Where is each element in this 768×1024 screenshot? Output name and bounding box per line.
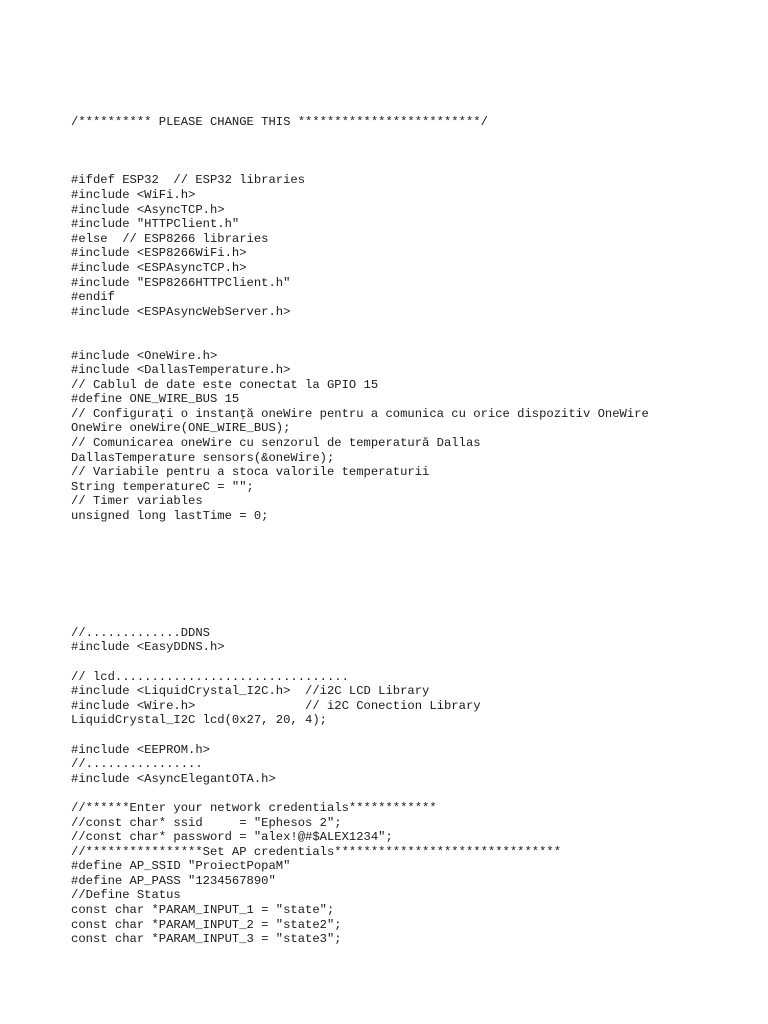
code-line: #include <AsyncTCP.h> — [71, 202, 225, 217]
code-line: const char *PARAM_INPUT_3 = "state3"; — [71, 932, 342, 947]
code-line — [71, 159, 649, 174]
code-line: #endif — [71, 290, 115, 305]
code-line: #include <EEPROM.h> — [71, 742, 210, 757]
code-line: #include <DallasTemperature.h> — [71, 363, 291, 378]
code-line: #define AP_PASS "1234567890" — [71, 873, 276, 888]
code-line: //const char* password = "alex!@#$ALEX1234"; — [71, 830, 393, 845]
code-line — [71, 597, 649, 612]
code-line: #include <LiquidCrystal_I2C.h> //i2C LCD Library — [71, 684, 430, 699]
code-line — [71, 786, 649, 801]
code-line: // Comunicarea oneWire cu senzorul de temperatură Dallas — [71, 436, 481, 451]
code-line — [71, 728, 649, 743]
code-line: //const char* ssid = "Ephesos 2"; — [71, 815, 342, 830]
code-line: // Cablul de date este conectat la GPIO 15 — [71, 377, 379, 392]
code-line: String temperatureC = ""; — [71, 479, 254, 494]
code-line: //Define Status — [71, 888, 181, 903]
code-line — [71, 334, 649, 349]
code-line — [71, 130, 649, 145]
code-line: LiquidCrystal_I2C lcd(0x27, 20, 4); — [71, 713, 327, 728]
code-line: #include <ESPAsyncWebServer.h> — [71, 304, 291, 319]
code-line: //******Enter your network credentials************ — [71, 800, 437, 815]
code-line: // Variabile pentru a stoca valorile temperaturii — [71, 465, 430, 480]
code-line: // Configurați o instanță oneWire pentru a comunica cu orice dispozitiv OneWire — [71, 406, 649, 421]
code-line: // lcd................................ — [71, 669, 349, 684]
code-line: #include <Wire.h> // i2C Conection Library — [71, 698, 481, 713]
code-block — [71, 115, 649, 947]
code-line: #ifdef ESP32 // ESP32 libraries — [71, 173, 306, 188]
code-line: #define AP_SSID "ProiectPopaM" — [71, 859, 291, 874]
code-line: #define ONE_WIRE_BUS 15 — [71, 392, 240, 407]
code-line: #include <EasyDDNS.h> — [71, 640, 225, 655]
code-line — [71, 144, 649, 159]
code-line: OneWire oneWire(ONE_WIRE_BUS); — [71, 421, 291, 436]
code-line: const char *PARAM_INPUT_2 = "state2"; — [71, 917, 342, 932]
code-line: #include "ESP8266HTTPClient.h" — [71, 275, 291, 290]
code-line — [71, 553, 649, 568]
code-line: //................ — [71, 757, 203, 772]
code-line: const char *PARAM_INPUT_1 = "state"; — [71, 903, 335, 918]
code-line: unsigned long lastTime = 0; — [71, 509, 269, 524]
code-line — [71, 524, 649, 539]
code-line: #include "HTTPClient.h" — [71, 217, 240, 232]
code-line: #include <AsyncElegantOTA.h> — [71, 771, 276, 786]
code-line — [71, 655, 649, 670]
code-line — [71, 567, 649, 582]
code-line: #include <ESP8266WiFi.h> — [71, 246, 247, 261]
code-line: #include <ESPAsyncTCP.h> — [71, 260, 247, 275]
code-line — [71, 538, 649, 553]
code-line — [71, 319, 649, 334]
code-line: /********** PLEASE CHANGE THIS *************************/ — [71, 115, 488, 129]
code-line: //****************Set AP credentials******************************* — [71, 844, 562, 859]
code-line: #include <OneWire.h> — [71, 348, 218, 363]
code-line: //.............DDNS — [71, 625, 210, 640]
code-line: #include <WiFi.h> — [71, 187, 196, 202]
code-line — [71, 582, 649, 597]
code-line: DallasTemperature sensors(&oneWire); — [71, 450, 335, 465]
code-line: // Timer variables — [71, 494, 203, 509]
code-line: #else // ESP8266 libraries — [71, 231, 269, 246]
code-line — [71, 611, 649, 626]
